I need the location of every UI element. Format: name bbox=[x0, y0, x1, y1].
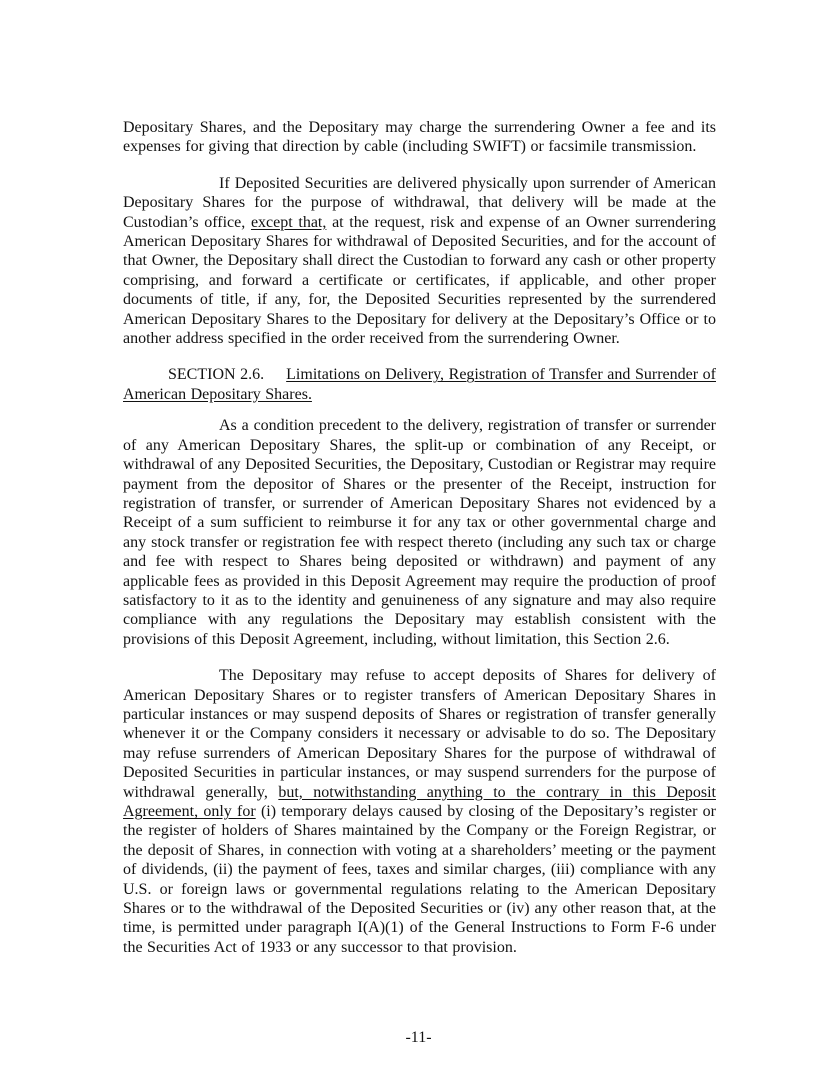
section-2-6-heading bbox=[123, 365, 716, 404]
page-content bbox=[123, 118, 716, 974]
text-segment: If Deposited Securities are delivered physically upon surrender of American Depositary Shares for the purpose of withdrawal, that delivery will be made at the Custodian’s office, bbox=[123, 174, 716, 231]
paragraph-refusal-suspension bbox=[123, 666, 716, 957]
text-segment: (i) temporary delays caused by closing of the Depositary’s register or the register of holders of Shares maintained by the Company or the Foreign Registrar, or the deposit of Shares, in connection with voting at a shareholders’ meeting or the payment of dividends, (ii) the payment of fees, taxes and similar charges, (iii) compliance with any U.S. or foreign laws or governmental regulations relating to the American Depositary Shares or to the withdrawal of the Deposited Securities or (iv) any other reason that, at the time, is permitted under paragraph I(A)(1) of the General Instructions to Form F-6 under the Securities Act of 1933 or any successor to that provision. bbox=[123, 803, 716, 956]
text-segment: As a condition precedent to the delivery, registration of transfer or surrender of any American Depositary Shares, the split-up or combination of any Receipt, or withdrawal of any Deposited Securities, the Depositary, Custodian or Registrar may require payment from the depositor of Shares or the presenter of the Receipt, instruction for registration of transfer, or surrender of American Depositary Shares not evidenced by a Receipt of a sum sufficient to reimburse it for any tax or other governmental charge and any stock transfer or registration fee with respect thereto (including any such tax or charge and fee with respect to Shares being deposited or withdrawn) and payment of any applicable fees as provided in this Deposit Agreement may require the production of proof satisfactory to it as to the identity and genuineness of any signature and may also require compliance with any regulations the Depositary may establish consistent with the provisions of this Deposit Agreement, including, without limitation, this Section 2.6. bbox=[123, 417, 716, 648]
text-segment: The Depositary may refuse to accept deposits of Shares for delivery of American Depositary Shares or to register transfers of American Depositary Shares in particular instances or may suspend deposits of Shares or registration of transfer generally whenever it or the Company considers it necessary or advisable to do so. The Depositary may refuse surrenders of American Depositary Shares for the purpose of withdrawal of Deposited Securities in particular instances, or may suspend surrenders for the purpose of withdrawal generally, bbox=[123, 667, 716, 801]
section-title-underlined: Limitations on Delivery, Registration of Transfer and Surrender of American Depositary Shares. bbox=[123, 366, 716, 403]
text-segment: Depositary Shares, and the Depositary may charge the surrendering Owner a fee and its expenses for giving that direction by cable (including SWIFT) or facsimile transmission. bbox=[123, 119, 716, 156]
page-number: -11- bbox=[405, 1029, 432, 1046]
paragraph-condition-precedent bbox=[123, 416, 716, 649]
underlined-phrase-except-that: except that, bbox=[250, 213, 327, 231]
underlined-phrase-notwithstanding: but, notwithstanding anything to the contrary in this Deposit Agreement, only for bbox=[123, 783, 716, 820]
section-number-label: SECTION 2.6. bbox=[168, 366, 265, 384]
text-segment: at the request, risk and expense of an Owner surrendering American Depositary Shares for withdrawal of Deposited Securities, and for the account of that Owner, the Depositary shall direct the Custodian to forward any cash or other property comprising, and forward a certificate or certificates, if applicable, and other proper documents of title, if any, for, the Deposited Securities represented by the surrendered American Depositary Shares to the Depositary for delivery at the Depositary’s Office or to another address specified in the order received from the surrendering Owner. bbox=[123, 213, 716, 348]
paragraph-continuation-surrender-fee bbox=[123, 118, 716, 157]
paragraph-physical-delivery bbox=[123, 174, 716, 349]
